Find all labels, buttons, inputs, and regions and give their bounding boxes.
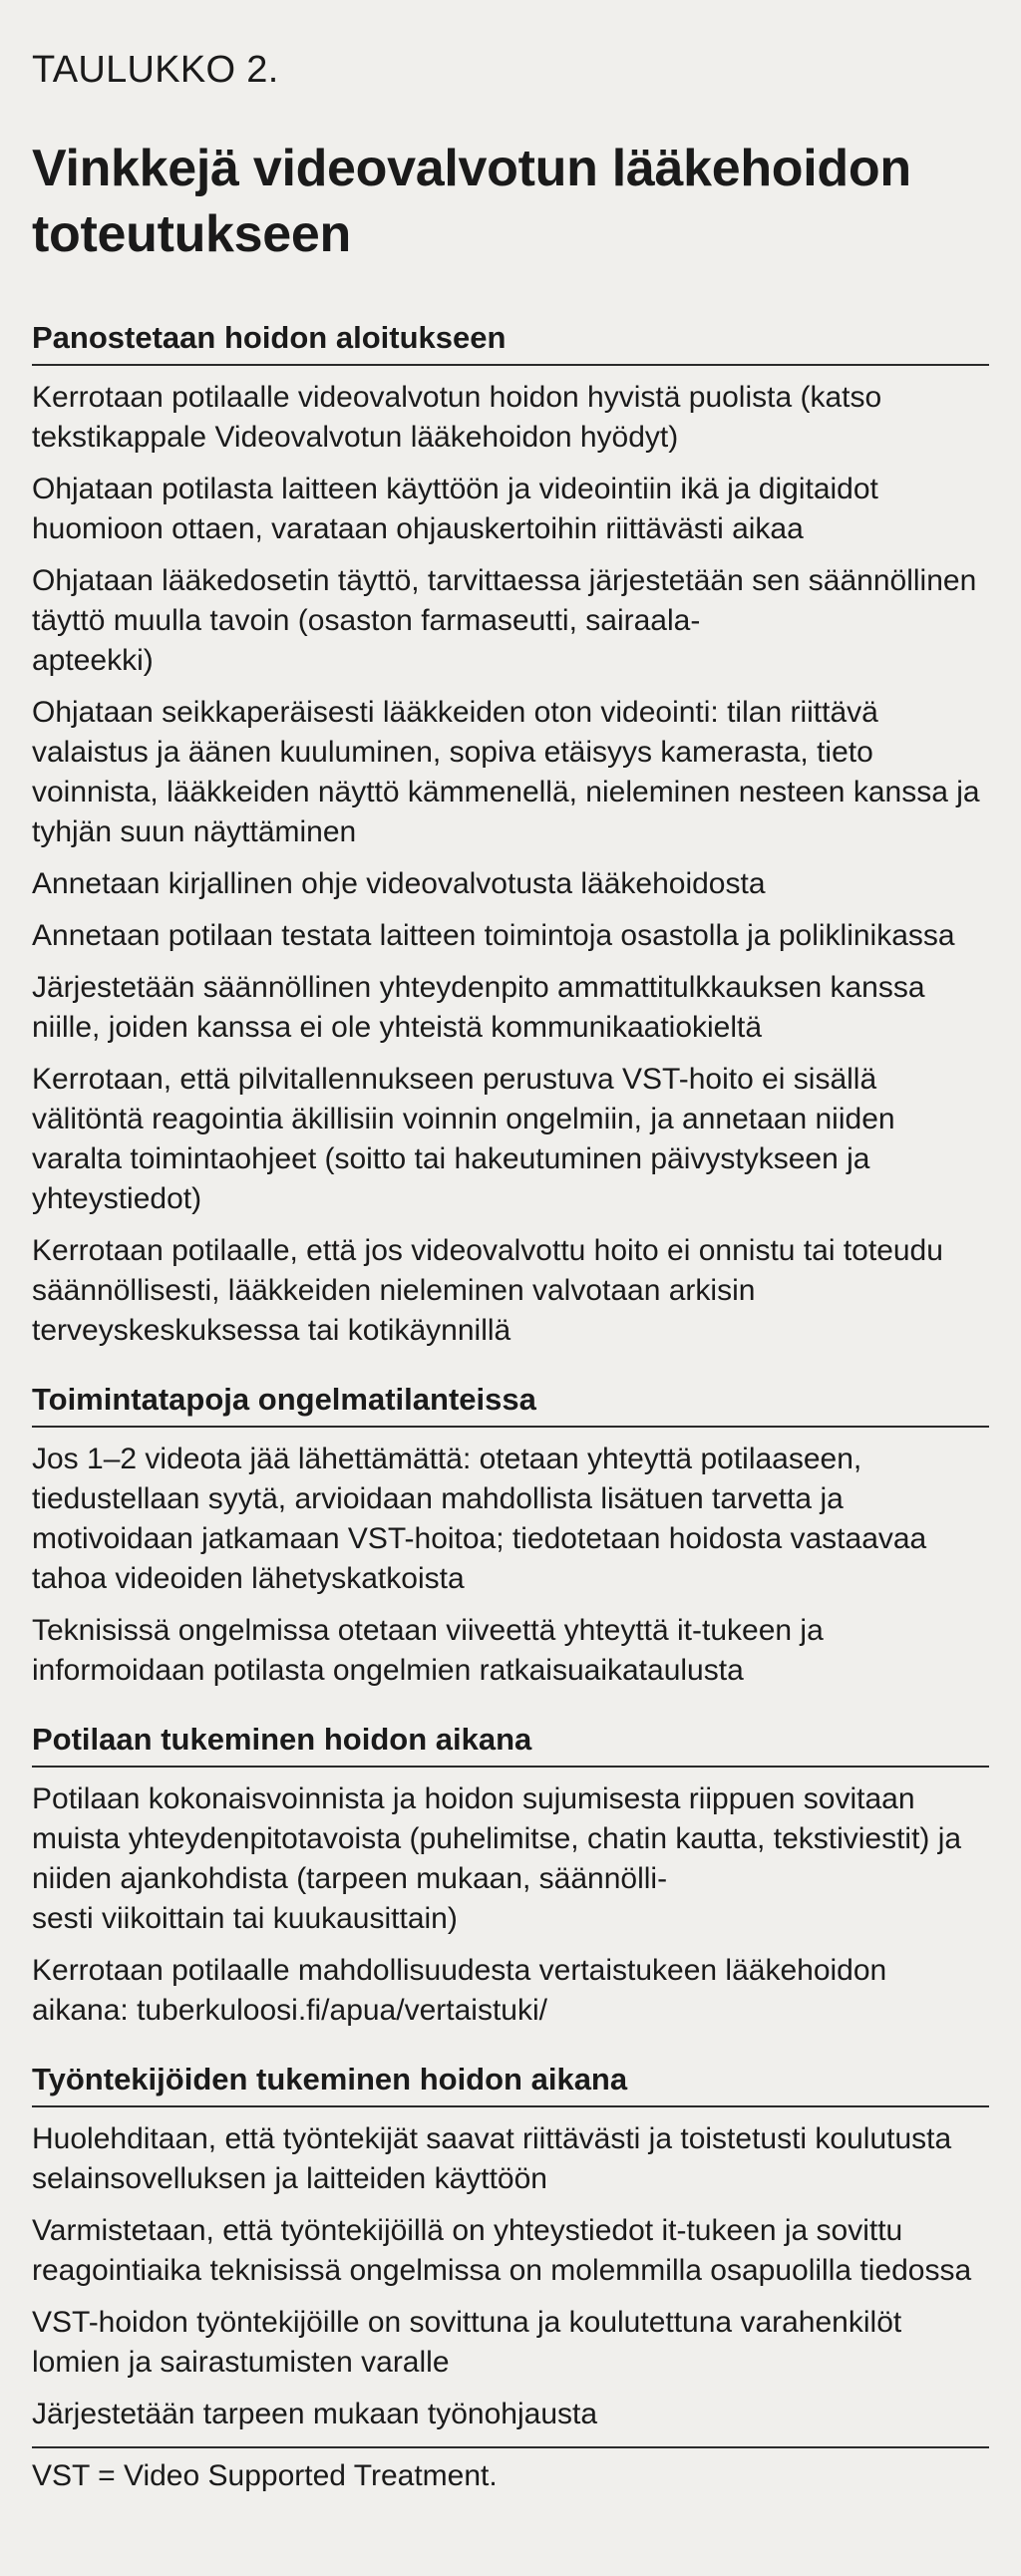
section-staff-support <box>32 2059 989 2434</box>
list-item: Jos 1–2 videota jää lähettämättä: otetaan yhteyttä potilaaseen, tiedustellaan syytä, arvioidaan mahdollista lisätuen tarvetta ja motivoidaan jatkamaan VST-hoitoa; tiedotetaan hoidosta vastaavaa tahoa videoiden lähetyskatkoista <box>32 1443 927 1595</box>
table-label: TAULUKKO 2. <box>32 49 279 91</box>
section-heading: Toimintatapoja ongelmatilanteissa <box>32 1379 989 1428</box>
section-patient-support <box>32 1719 989 2031</box>
list-item: Huolehditaan, että työntekijät saavat riittävästi ja toistetusti koulutusta selainsovelluksen ja laitteiden käyttöön <box>32 2122 952 2195</box>
list-item: Potilaan kokonaisvoinnista ja hoidon sujumisesta riippuen sovitaan muista yhteydenpitotavoista (puhelimitse, chatin kautta, tekstiviestit) ja niiden ajankohdista (tarpeen mukaan, säännölli- sesti viikoittain tai kuukausittain) <box>32 1782 962 1935</box>
list-item: Kerrotaan potilaalle videovalvotun hoidon hyvistä puolista (katso tekstikappale Videovalvotun lääkehoidon hyödyt) <box>32 381 882 454</box>
section-treatment-start <box>32 317 989 1351</box>
list-item: Kerrotaan, että pilvitallennukseen perustuva VST-hoito ei sisällä välitöntä reagointia äkillisiin voinnin ongelmiin, ja annetaan niiden varalta toimintaohjeet (soitto tai hakeutuminen päivystykseen ja yhteystiedot) <box>32 1063 895 1215</box>
list-item: Teknisissä ongelmissa otetaan viiveettä yhteyttä it-tukeen ja informoidaan potilasta ongelmien ratkaisuaikataulusta <box>32 1614 824 1687</box>
section-heading: Panostetaan hoidon aloitukseen <box>32 317 989 366</box>
table-title: Vinkkejä videovalvotun lääkehoidon toteutukseen <box>32 140 911 263</box>
list-item: Kerrotaan potilaalle mahdollisuudesta vertaistukeen lääkehoidon aikana: tuberkuloosi.fi/apua/vertaistuki/ <box>32 1954 887 2027</box>
section-heading: Potilaan tukeminen hoidon aikana <box>32 1719 989 1768</box>
section-heading: Työntekijöiden tukeminen hoidon aikana <box>32 2059 989 2107</box>
list-item: Annetaan kirjallinen ohje videovalvotusta lääkehoidosta <box>32 867 766 900</box>
list-item: VST-hoidon työntekijöille on sovittuna ja koulutettuna varahenkilöt lomien ja sairastumisten varalle <box>32 2306 902 2379</box>
list-item: Järjestetään tarpeen mukaan työnohjausta <box>32 2398 598 2430</box>
list-item: Ohjataan potilasta laitteen käyttöön ja videointiin ikä ja digitaidot huomioon ottaen, varataan ohjauskertoihin riittävästi aikaa <box>32 473 878 545</box>
list-item: Kerrotaan potilaalle, että jos videovalvottu hoito ei onnistu tai toteudu säännöllisesti, lääkkeiden nieleminen valvotaan arkisin terveyskeskuksessa tai kotikäynnillä <box>32 1234 943 1347</box>
list-item: Järjestetään säännöllinen yhteydenpito ammattitulkkauksen kanssa niille, joiden kanssa ei ole yhteistä kommunikaatiokieltä <box>32 971 925 1044</box>
list-item: Ohjataan seikkaperäisesti lääkkeiden oton videointi: tilan riittävä valaistus ja äänen kuuluminen, sopiva etäisyys kamerasta, tieto voinnista, lääkkeiden näyttö kämmenellä, nieleminen nesteen kanssa ja tyhjän suun näyttäminen <box>32 696 980 848</box>
list-item: Annetaan potilaan testata laitteen toimintoja osastolla ja poliklinikassa <box>32 919 955 952</box>
list-item: Varmistetaan, että työntekijöillä on yhteystiedot it-tukeen ja sovittu reagointiaika teknisissä ongelmissa on molemmilla osapuolilla tiedossa <box>32 2214 972 2287</box>
section-problem-situations <box>32 1379 989 1691</box>
list-item: Ohjataan lääkedosetin täyttö, tarvittaessa järjestetään sen säännöllinen täyttö muulla tavoin (osaston farmaseutti, sairaala- apteekki) <box>32 564 977 677</box>
footnote: VST = Video Supported Treatment. <box>32 2459 498 2492</box>
